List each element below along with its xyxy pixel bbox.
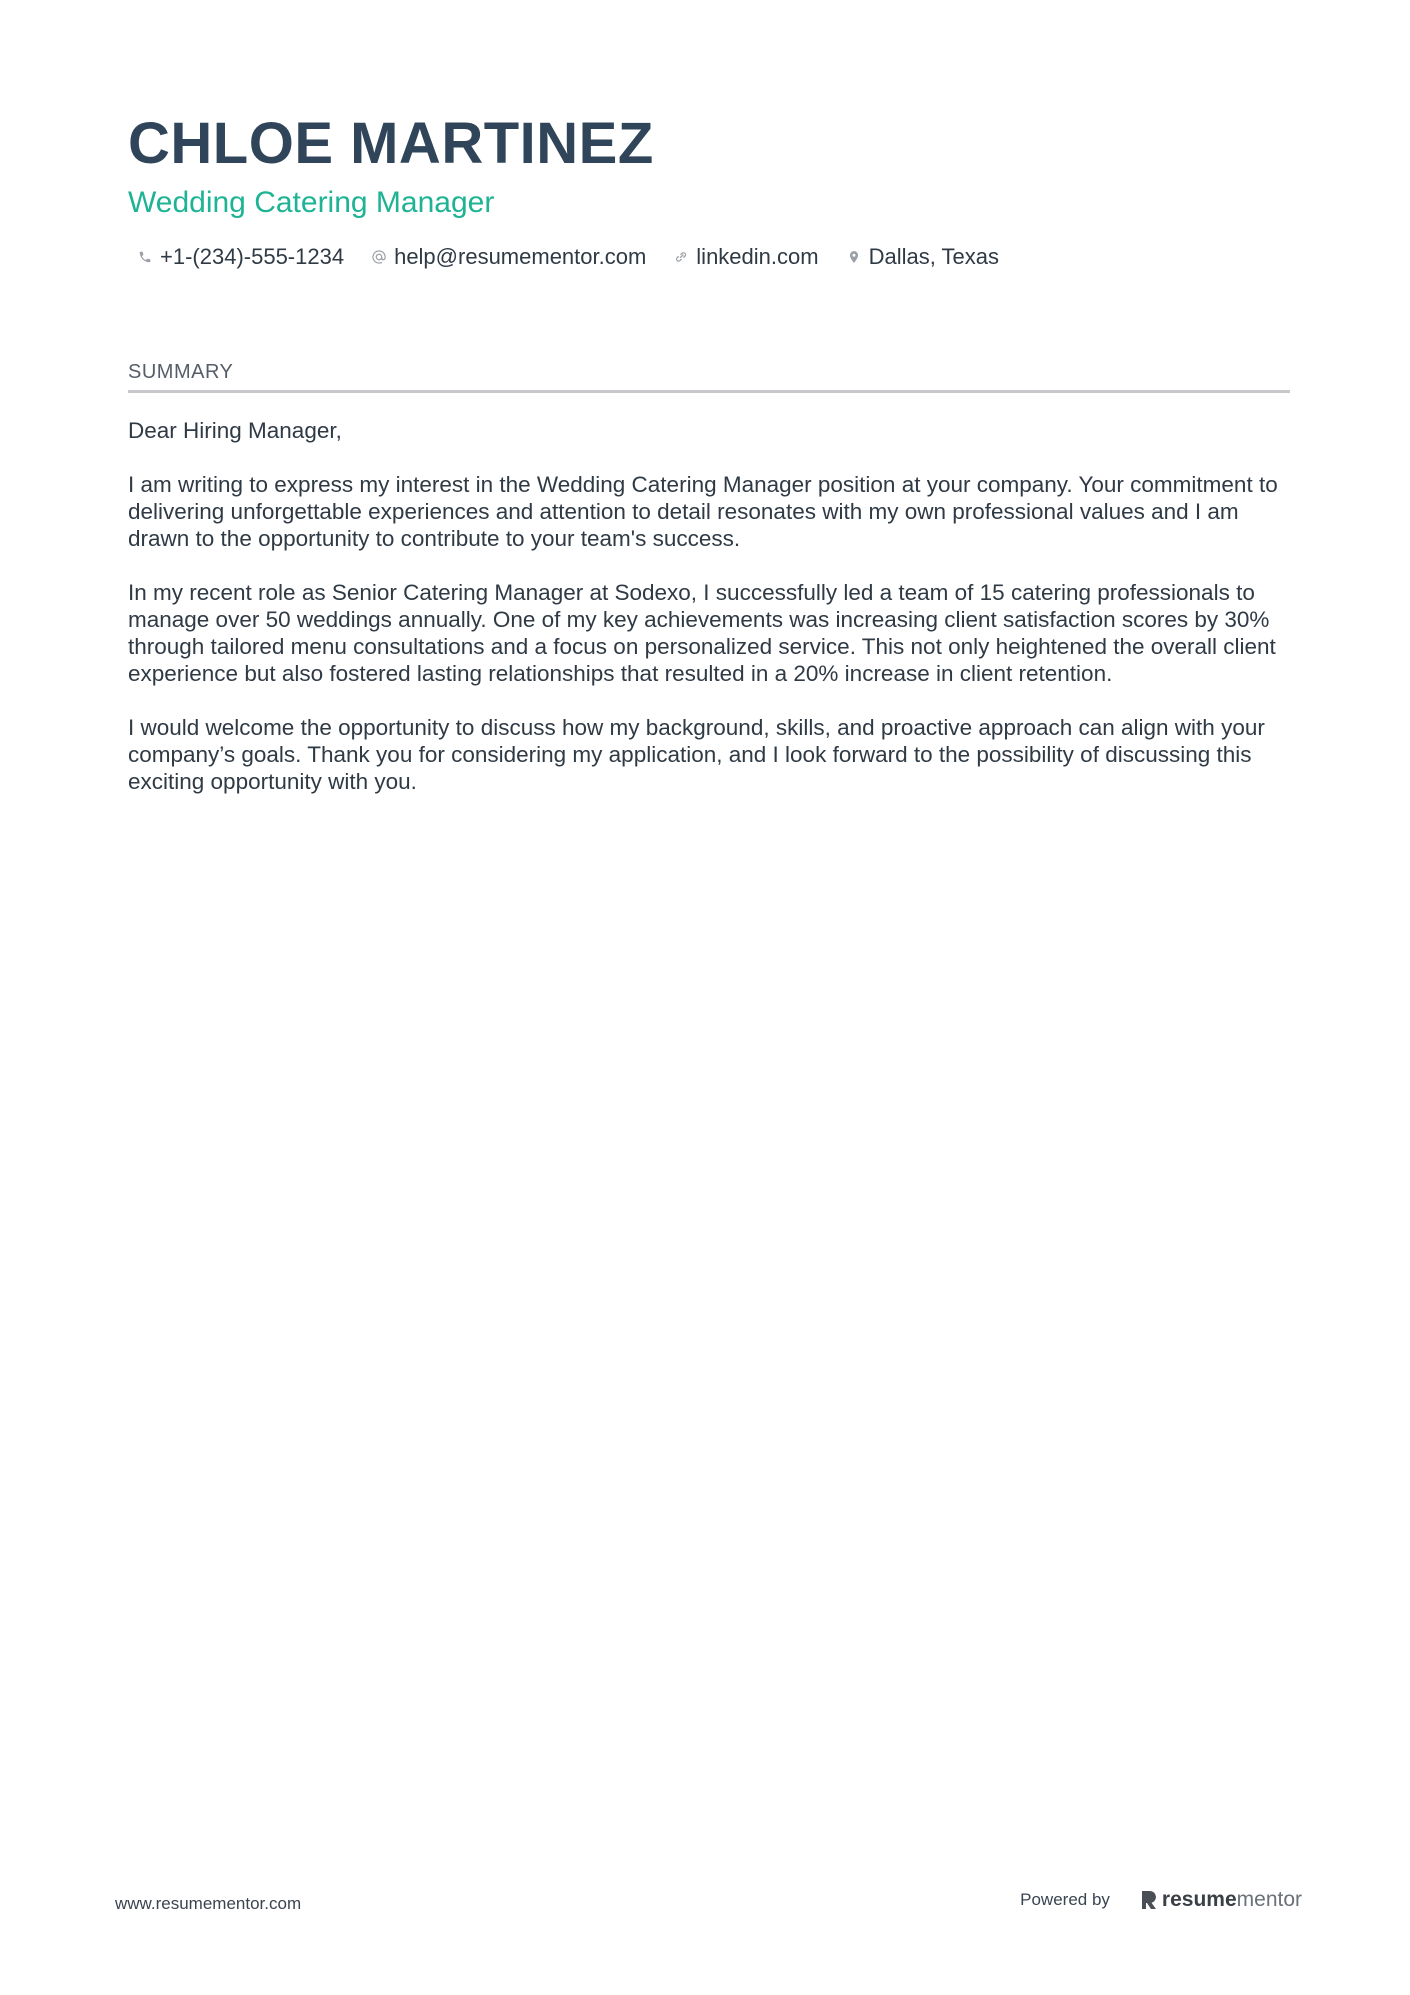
location-text: Dallas, Texas [868, 244, 1000, 269]
phone-text: +1-(234)-555-1234 [160, 244, 345, 269]
header [128, 108, 1288, 272]
linkedin-text: linkedin.com [696, 244, 819, 269]
brand-name-light: mentor [1236, 1888, 1302, 1911]
summary-section [128, 358, 1290, 822]
footer-branding [1020, 1888, 1302, 1912]
footer-website[interactable]: www.resumementor.com [115, 1894, 302, 1913]
contact-location [845, 242, 999, 272]
paragraph: In my recent role as Senior Catering Manager at Sodexo, I successfully led a team of 15 catering professionals to manage over 50 weddings annually. One of my key achievements was increasing client satisfaction scores by 30% through tailored menu consultations and a focus on personalized service. This not only heightened the overall client experience but also fostered lasting relationships that resulted in a 20% increase in client retention. [128, 580, 1276, 686]
contact-row [128, 242, 1288, 272]
link-icon [672, 248, 690, 266]
brand-name-bold: resume [1161, 1888, 1237, 1911]
contact-email[interactable] [370, 242, 646, 272]
paragraph: I would welcome the opportunity to discuss how my background, skills, and proactive approach can align with your company’s goals. Thank you for considering my application, and I look forward to the possibility of discussing this exciting opportunity with you. [128, 715, 1265, 794]
location-pin-icon [845, 248, 863, 266]
contact-phone[interactable] [136, 242, 344, 272]
powered-by-label: Powered by [1020, 1890, 1110, 1909]
contact-linkedin[interactable] [672, 242, 818, 272]
job-title: Wedding Catering Manager [128, 186, 495, 219]
email-text: help@resumementor.com [394, 244, 647, 269]
resumementor-logo-icon [1140, 1889, 1158, 1911]
brand-logo[interactable] [1140, 1888, 1302, 1912]
candidate-name: CHLOE MARTINEZ [128, 111, 654, 176]
salutation: Dear Hiring Manager, [128, 418, 342, 443]
paragraph: I am writing to express my interest in the Wedding Catering Manager position at your company. Your commitment to delivering unforgettable experiences and attention to detail resonates with my own professional values and I am drawn to the opportunity to contribute to your team's success. [128, 472, 1278, 551]
at-icon [370, 248, 388, 266]
letter-body [128, 417, 1290, 795]
phone-icon [136, 248, 154, 266]
section-title: SUMMARY [128, 358, 1290, 393]
